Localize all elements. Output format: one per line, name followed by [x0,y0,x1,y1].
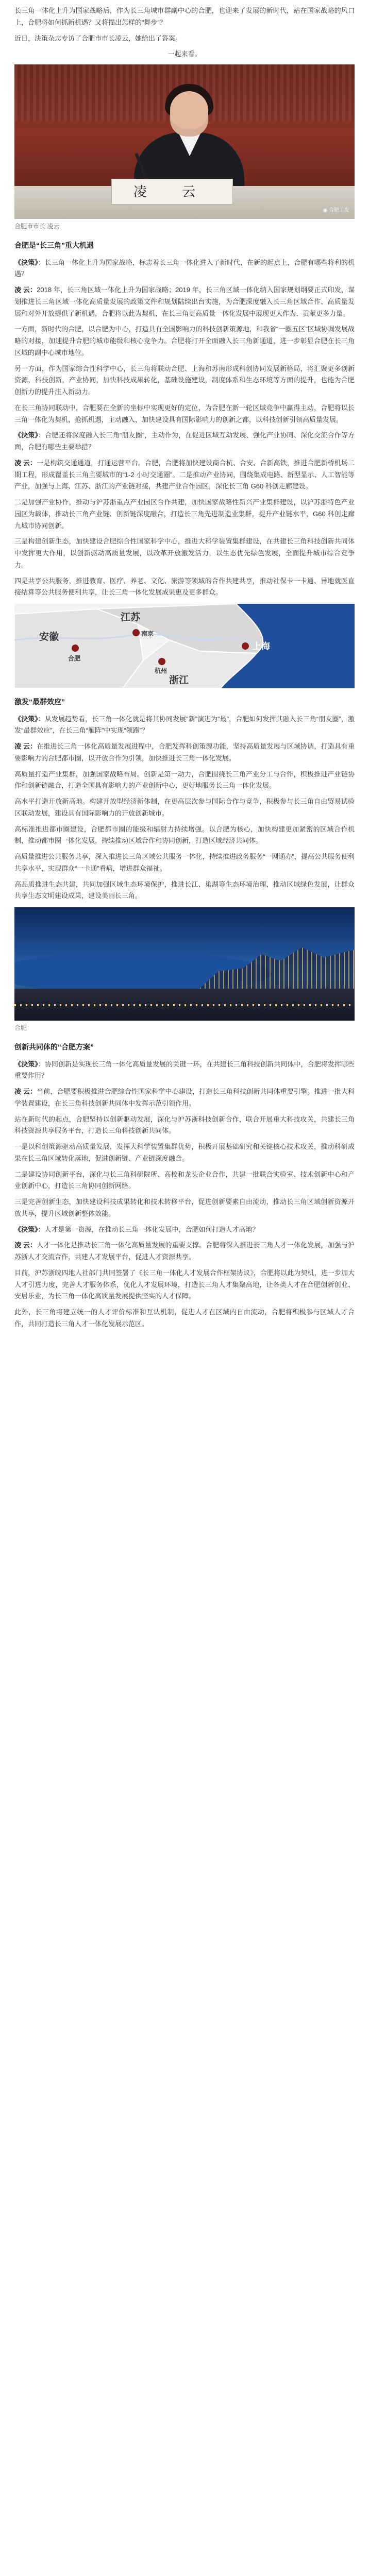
body-paragraph: 高水平打造开放新高地。构建开放型经济新体制，在更高层次参与国际合作与竞争，积极参与长三角自由贸易试验区联动发展，建设具有国际影响力的开放创新城市。 [14,798,355,817]
section-title: 创新共同体的“合肥方案” [14,1043,94,1051]
question-paragraph [14,714,355,737]
map-label-hangzhou: 杭州 [155,667,167,674]
body-paragraph: 高质量打造产业集群，加强国家战略布局。创新是第一动力，合肥围绕长三角产业分工与合作，积极推进产业链协作和创新链融合，打造全国具有影响力的产业创新中心，更好地服务长三角一体化发展。 [14,770,355,790]
question-label: 《決策》 [14,431,39,439]
map-label-jiangsu: 江苏 [121,612,141,623]
answer-paragraph [14,284,355,319]
map-label-zhejiang: 浙江 [169,675,189,686]
answer-label: 凌 云： [14,459,37,467]
map-label-hefei: 合肥 [68,655,81,662]
question-label: 《決策》 [14,715,38,723]
mayor-photo [14,64,355,219]
body-paragraph: 三是完善创新生态，加快建设科技成果转化和技术转移平台，促进创新要素自由流动，推动长三角区域创新资源开放共享，提升区域创新整体效能。 [14,1198,355,1217]
answer-text: 人才一体化是推动长三角一体化高质量发展的重要支撑。合肥将深入推进长三角人才一体化发展，加强与沪苏浙人才交流合作，共建人才发展平台，促进人才资源共享。 [14,1241,355,1261]
question-text: ：从发展趋势看，长三角一体化就是将其协同发展“新”演进为“最”，合肥如何发挥其融入长三角“朋友圈”，激发“最群效应”，在长三角“雁阵”中实现“领跑”？ [14,715,355,735]
question-paragraph [14,1059,355,1082]
answer-text: 2018 年，长三角区域一体化上升为国家战略；2019 年，长三角区域一体化纳入国家规划纲要正式印发，谋划推进长三角区域一体化高质量发展的政策文件和规划陆续出台实施，为合肥深度融入长三角区域合作、高质量发展和对外开放提供了新机遇，合肥将以此为契机，在长三角更高质量一体化发展中展现更大作为、贡献更多力量。 [14,286,355,317]
body-paragraph: 二是建设协同创新平台，深化与长三角科研院所、高校和龙头企业合作，共建一批联合实验室、技术创新中心和产业创新中心，打造长三角协同创新网络。 [14,1170,355,1190]
answer-paragraph [14,741,355,765]
city-dot-hefei [72,645,79,652]
city-dot-shanghai [242,642,249,650]
question-text: ：协同创新是实现长三角一体化高质量发展的关键一环，在共建长三角科技创新共同体中，合肥将发挥哪些重要作用？ [14,1060,355,1080]
answer-text: 在推进长三角一体化高质量发展进程中，合肥发挥科创策源功能，坚持高质量发展与区域协调，打造具有重要影响力的合肥都市圈，以开放合作为引领，加快推进长三角一体化发展。 [14,742,355,762]
photo-caption: 合肥市市长 凌云 [14,223,60,230]
question-text: ：合肥还将深度融入长三角“朋友圈”，主动作为，在促进区域互动发展、强化产业协同、深化交流合作等方面，合肥有哪些主要举措？ [14,431,355,451]
photo-caption: 合肥 [14,1024,27,1031]
question-label: 《決策》 [14,1060,38,1068]
shore-lights [14,1004,355,1006]
map-label-shanghai: 上海 [253,641,270,651]
body-paragraph: 高标准推进都市圈建设，合肥都市圈的能级和辐射力持续增强。以合肥为核心，加快构建更加紧密的区域合作机制，推动都市圈一体化发展，持续推动区域合作和协同创新，打造区域经济共同体。 [14,825,355,845]
map-label-nanjing: 南京 [141,630,154,637]
question-paragraph [14,430,355,453]
body-paragraph: 二是加强产业协作，推动与沪苏浙重点产业园区合作共建，加快国家战略性新兴产业集群建设，以沪苏浙特色产业园区为载体，推动长三角产业链、创新链深度融合，打造长三角先进制造业集群，提升产业链水平，G60 科创走廊九城市协同创新。 [14,498,355,530]
question-text: ：人才是第一资源，在推动长三角一体化发展中，合肥如何打造人才高地？ [38,1225,259,1233]
body-paragraph: 高品质推进生态共建，共同加强区域生态环境保护，推进长江、巢湖等生态环境治理，推动区域绿色发展，让群众共享生态文明建设成果，建设美丽长三角。 [14,880,355,900]
body-paragraph: 三是构建创新生态，加快建设合肥综合性国家科学中心，推进大科学装置集群建设，在共建长三角科技创新共同体中发挥更大作用，以创新驱动高质量发展，以改革开放激发活力，以生态优先绿色发展，全面提升城市综合竞争力。 [14,537,355,569]
figure-head [170,91,208,137]
answer-paragraph [14,1240,355,1263]
intro-paragraph: 一起来看。 [167,50,202,58]
body-paragraph: 高质量推进公共服务共享，深入推进长三角区域公共服务一体化，持续推进政务服务“一网通办”，提高公共服务便利共享水平，实现群众“一卡通”看病，增进群众福祉。 [14,853,355,872]
answer-paragraph [14,1086,355,1110]
body-paragraph: 目前，沪苏浙皖四地人社部门共同签署了《长三角一体化人才发展合作框架协议》，合肥将以此为契机，进一步加大人才引进力度，完善人才服务体系，优化人才发展环境，打造长三角人才集聚高地，让各类人才在合肥创新创业、安居乐业，为长三角一体化高质量发展提供坚实的人才保障。 [14,1268,355,1300]
body-paragraph: 此外，长三角将建立统一的人才评价标准和互认机制，促进人才在区域内自由流动，合肥将积极参与区域人才合作，共同打造长三角人才一体化发展示范区。 [14,1308,355,1328]
body-paragraph: 四是共享公共服务，推进教育、医疗、养老、文化、旅游等领域的合作共建共享，推动社保卡一卡通、异地就医直接结算等公共服务便利共享，让长三角一体化发展成果惠及更多群众。 [14,577,355,597]
answer-text: 一是构筑交通通道，打通运营平台。合肥，合肥将加快建设商合杭、合安、合新高铁，推进合肥新桥机场二期工程，形成覆盖长三角主要城市的“1-2 小时交通圈”。二是推动产业协同，围绕集成电路、新型显示、人工智能等产业，加强与上海、江苏、浙江的产业链对接，共建产业合作园区，深化长三角 G60 科创走廊建设。 [14,459,355,490]
answer-label: 凌 云： [14,1088,37,1095]
city-dot-nanjing [132,629,140,636]
section-title: 合肥是“长三角”重大机遇 [14,241,94,249]
section-title: 激发“最群效应” [14,698,65,706]
answer-label: 凌 云： [14,742,37,750]
city-night-photo [14,907,355,1021]
question-paragraph [14,257,355,281]
answer-paragraph [14,457,355,493]
city-dot-hangzhou [158,658,165,665]
question-label: 《決策》 [14,1225,38,1233]
body-paragraph: 在长三角协同联动中，合肥要在全新的坐标中实现更好的定位，为合肥在新一轮区域竞争中赢得主动，合肥将以长三角一体化为契机，抢抓机遇，主动融入，加快建设具有国际影响力的创新之都，以科技创新引领高质量发展。 [14,403,355,423]
watermark: ◉ 合肥工发 [323,207,349,213]
question-paragraph [14,1224,355,1236]
body-paragraph: 站在新时代的起点，合肥坚持以创新驱动发展，深化与沪苏浙科技创新合作，联合开展重大科技攻关，共建长三角科技资源共享服务平台，打造长三角科技创新共同体。 [14,1115,355,1135]
intro-paragraph: 长三角一体化上升为国家战略后，作为长三角城市群副中心的合肥，也迎来了发展的新时代，站在国家战略的风口上，合肥将如何抓新机遇？又将描出怎样的“舞步”？ [14,7,355,26]
question-label: 《決策》 [14,258,38,266]
region-map [14,604,355,688]
body-paragraph: 一是以科创策源驱动高质量发展，发挥大科学装置集群优势，积极开展基础研究和关键核心技术攻关，推动科研成果在长三角区域转化落地，促进创新链、产业链深度融合。 [14,1143,355,1162]
body-paragraph: 一方面，新时代的合肥，以合肥为中心，打造具有全国影响力的科技创新策源地，和我省“一圈五区”区域协调发展战略的对接，加速提升合肥的城市能级和核心竞争力。合肥将打开全面融入长三角新通道，进一步彰显合肥在长三角区域的副中心城市地位。 [14,325,355,357]
intro-paragraph: 近日，決策杂志专访了合肥市市长凌云，她给出了答案。 [14,34,182,42]
answer-label: 凌 云： [14,286,37,294]
answer-text: 当前，合肥要积极推进合肥综合性国家科学中心建设，打造长三角科技创新共同体重要引擎。推进一批大科学装置建设，在长三角科技创新共同体中发挥示范引领作用。 [14,1088,355,1107]
question-text: ：长三角一体化上升为国家战略，标志着长三角一体化进入了新时代，在新的起点上，合肥有哪些将利的机遇？ [14,258,355,278]
answer-label: 凌 云： [14,1241,37,1249]
body-paragraph: 另一方面，作为国家综合性科学中心，长三角将联动合肥、上海和苏南形成科创协同发展新格局，将汇聚更多创新资源，科技创新，产业协同，加快科技成果转化，基础设施建设，制度体系和生态环境等方面的提升，也能为合肥创新力的提升注入新动力。 [14,364,355,396]
nameplate: 凌 云 [111,179,233,205]
map-label-anhui: 安徽 [39,632,59,642]
